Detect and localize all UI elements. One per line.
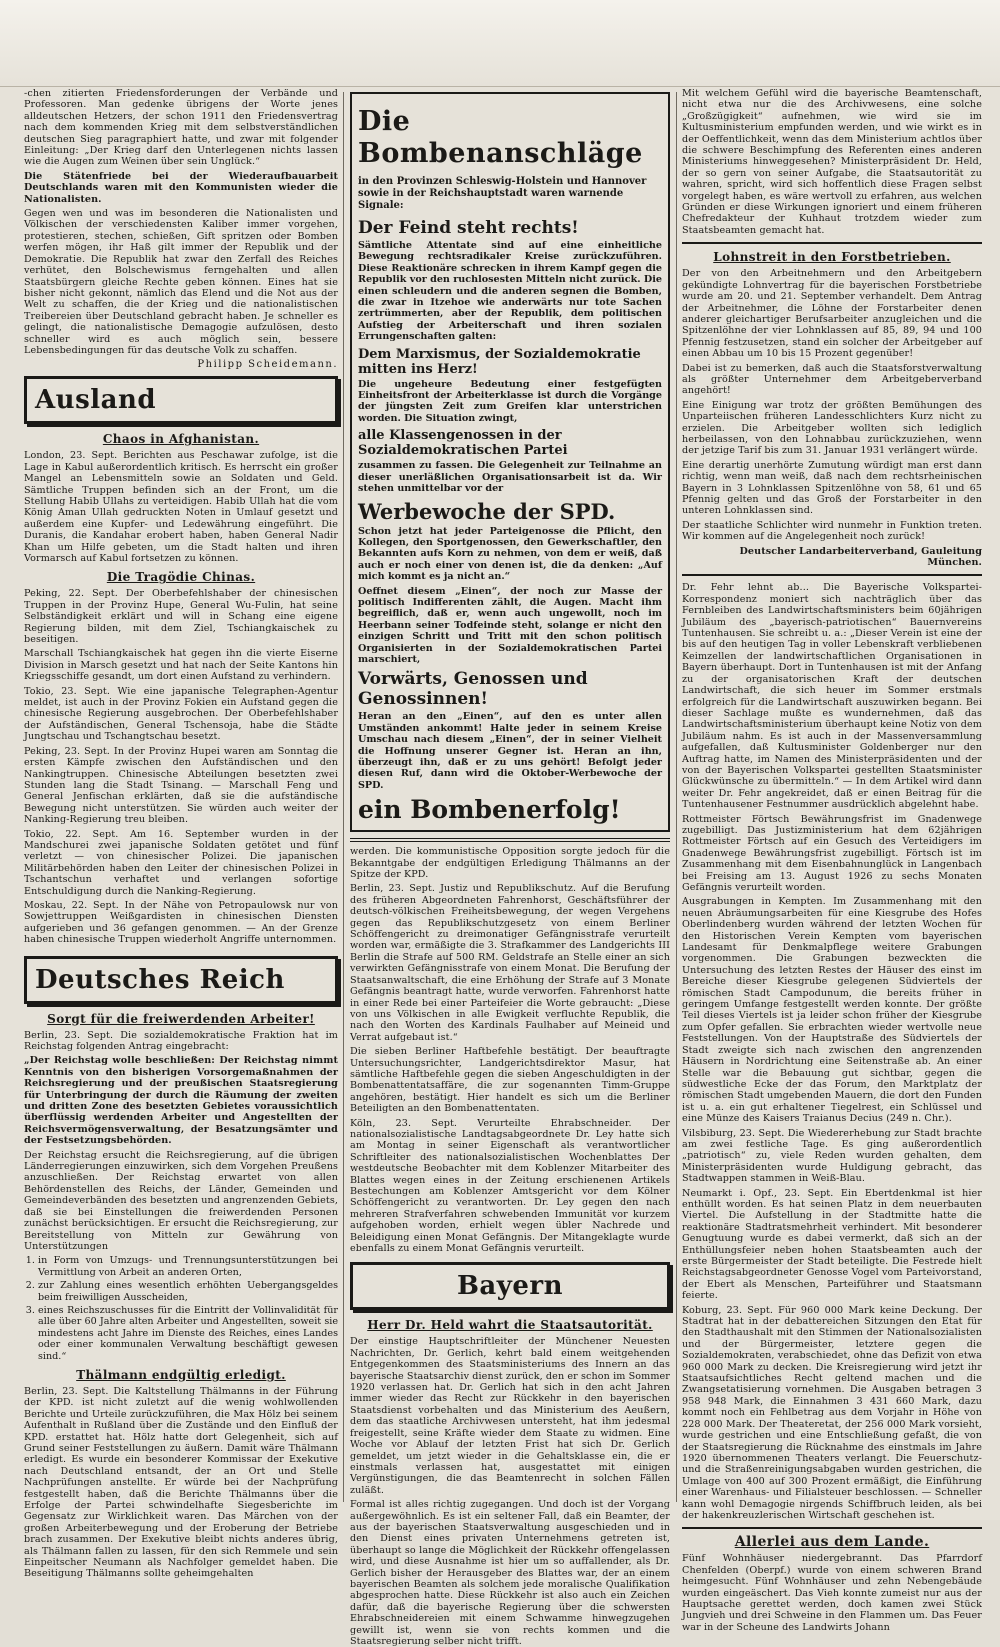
china-paragraph: Tokio, 23. Sept. Wie eine japanische Telegraphen-Agentur meldet, ist auch in der Provinz Fokien ein Aufstand gegen die chinesische Regierung ausgebrochen. Der Oberbefehlshaber der Aufständischen, General Tschensoja, habe die Städte Jungtschau und Tschangtschau besetzt. — [24, 685, 338, 743]
forst-paragraph: Der staatliche Schlichter wird nunmehr in Funktion treten. Wir kommen auf die Angelegenheit noch zurück! — [682, 519, 982, 543]
thaelmann-continuation: werden. Die kommunistische Opposition sorgte jedoch für die Bekanntgabe der endgültigen Erledigung Thälmanns an der Spitze der KPD. — [350, 846, 670, 881]
article-title-thaelmann: Thälmann endgültig erledigt. — [76, 1367, 286, 1382]
arbeiter-paragraph: „Der Reichstag wolle beschließen: Der Reichstag nimmt Kenntnis von den bisherigen Vorsorgemaßnahmen der Reichsregierung und der preußischen Staatsregierung für Unterbringung der durch die Räumung der zweiten und dritten Zone des besetzten Gebietes voraussichtlich überflüssig werdenden Arbeiter und Angestellten der Reichsvermögensverwaltung, der Besatzungsämter und der Festsetzungsbehörden. — [24, 1055, 338, 1147]
forst-signature: Deutscher Landarbeiterverband, Gauleitung München. — [739, 545, 982, 569]
arbeiter-paragraph: Der Reichstag ersucht die Reichsregierung, auf die übrigen Länderregierungen einzuwirken, sich dem Vorgehen Preußens anzuschließen. Der Reichstag erwartet von allen Behördenstellen des Reichs, der Länder, Gemeinden und Gemeindeverbänden des besetzten und angrenzenden Gebiets, daß sie bei Einstellungen die freiwerdenden Personen zunächst berücksichtigen. Er ersucht die Reichsregierung, zur Bereitstellung von Mitteln zur Gewährung von Unterstützungen — [24, 1149, 338, 1252]
column-left — [24, 88, 338, 1580]
forst-paragraph: Der von den Arbeitnehmern und den Arbeitgebern gekündigte Lohnvertrag für die bayerischen Forstbetriebe wurde am 20. und 21. September verhandelt. Dem Antrag der Arbeitnehmer, die Löhne der Forstarbeiter denen anderer gleichartiger Berufsarbeiter anzugleichen und die Spitzenlöhne der vier Lohnklassen auf 85, 89, 94 und 100 Pfennig festzusetzen, stand ein solcher der Arbeitgeber auf einen Abbau um 10 bis 15 Prozent gegenüber! — [682, 268, 982, 360]
article-koeln: Köln, 23. Sept. Verurteilte Ehrabschneider. Der nationalsozialistische Landtagsabgeordnete Dr. Ley hatte sich am Montag in seiner Eigenschaft als verantwortlicher Schriftleiter des nationalsozialistischen Wochenblattes Der westdeutsche Beobachter mit dem Koblenzer Mitarbeiter des Blattes wegen eines in der Zeitung erschienenen Artikels Bestechungen am Koblenzer Amtsgericht vor dem Kölner Schöffengericht zu verantworten. Dr. Ley gegen den nach mehreren Strafverfahren schwebenden Immunität vor kurzem aufgehoben worden, erhielt wegen übler Nachrede und Beleidigung einen Monat Gefängnis. Der Mitangeklagte wurde ebenfalls zu einem Monat Gefängnis verurteilt. — [350, 1117, 670, 1255]
article-title-allerlei: Allerlei aus dem Lande. — [734, 1534, 930, 1551]
article-title-arbeiter: Sorgt für die freiwerdenden Arbeiter! — [47, 1011, 315, 1026]
china-paragraph: Marschall Tschiangkaischek hat gegen ihn die vierte Eiserne Division in Marsch gesetzt und hat nach der Seite Kantons hin Kriegsschiffe gesandt, um dort einen Aufstand zu verhindern. — [24, 648, 338, 683]
divider — [350, 838, 670, 842]
divider — [682, 242, 982, 244]
forst-paragraph: Eine derartig unerhörte Zumutung würdigt man erst dann richtig, wenn man weiß, daß nach dem rechtsrheinischen Bayern in 3 Lohnklassen Spitzenlöhne von 58, 61 und 65 Pfennig gelten und das Groß der Forstarbeiter in den unteren Lohnklassen sind. — [682, 459, 982, 517]
appeal-paragraph: Heran an den „Einen“, auf den es unter allen Umständen ankommt! Halte jeder in seinem Kreise Umschau nach diesem „Einen“, der in seiner Vielheit die Hoffnung unserer Gegner ist. Heran an ihn, überzeugt ihn, daß er zu uns gehört! Befolgt jeder diesen Ruf, dann wird die Oktober-Werbewoche der SPD. — [358, 711, 662, 791]
arbeiter-paragraph: Berlin, 23. Sept. Die sozialdemokratische Fraktion hat im Reichstag folgenden Antrag eingebracht: — [24, 1029, 338, 1052]
china-paragraph: Peking, 22. Sept. Der Oberbefehlshaber der chinesischen Truppen in der Provinz Hupe, General Wu-Fulin, hat seine Selbständigkeit erklärt und will in Schang eine eigene Regierung bilden, mit dem Ziel, Tschiangkaischek zu beseitigen. — [24, 588, 338, 646]
article-title-afghanistan: Chaos in Afghanistan. — [102, 432, 260, 447]
appeal-paragraph: Sämtliche Attentate sind auf eine einheitliche Bewegung rechtsradikaler Kreise zurückzuführen. Diese Reaktionäre schrecken in ihrem Kampf gegen die Republik vor den ruchlosesten Mitteln nicht zurück. Die einen schleudern und die anderen segnen die Bomben, die zwar in Itzehoe wie anderwärts nur tote Sachen zertrümmerten, aber der Republik, dem politischen Aufstieg der Arbeiterschaft und ihren sozialen Errungenschaften galten: — [358, 240, 662, 343]
article-fehr: Dr. Fehr lehnt ab... Die Bayerische Volkspartei-Korrespondenz moniert sich nachträglich über das Fernbleiben des Landwirtschaftsministers beim 60jährigen Jubiläum des „bayerisch-patriotischen“ Bauernvereins Tuntenhausen. Sie schreibt u. a.: „Dieser Verein ist eine der bis auf den heutigen Tag in voller Lebenskraft verbliebenen Keimzellen der landwirtschaftlichen Organisationen in Bayern überhaupt. Dort in Tuntenhausen ist mit der Anfang zu der organisatorischen Kraft der deutschen Landwirtschaft, die sich heuer im Sommer erstmals erfolgreich für die Landwirtschaft auszuwirken begann. Bei dieser Sachlage mußte es wundernehmen, daß das Landwirtschaftsministerium überhaupt keine Notiz von dem Jubiläum nahm. Es ist auch in der Massenversammlung aufgefallen, daß Kultusminister Goldenberger nur den Auftrag hatte, im Namen des Ministerpräsidenten und der von der Bayerischen Volkspartei gestellten Staatsminister Glückwünsche zu übermitteln.“ — In dem Artikel wird dann weiter Dr. Fehr angekreidet, daß er einen Beitrag für die Tuntenhausener Festnummer ausdrücklich abgelehnt habe. — [682, 582, 982, 811]
divider — [682, 1527, 982, 1529]
article-thaelmann-text: Berlin, 23. Sept. Die Kaltstellung Thälmanns in der Führung der KPD. ist nicht zuletzt auf die wenig wohlwollenden Berichte und Urteile zurückzuführen, die Max Hölz bei seinem Aufenthalt in Rußland über die Zustände und den Einfluß der KPD. erstattet hat. Hölz hatte dort Gelegenheit, sich auf Grund seiner Feststellungen zu äußern. Damit wäre Thälmann erledigt. Es wurde ein besonderer Kommissar der Exekutive nach Deutschland entsandt, der an Ort und Stelle Nachprüfungen anstellte. Er würde bei der Nachprüfung festgestellt haben, daß die Berichte Thälmanns über die Erfolge der Partei schwindelhafte Siegesberichte im Gegensatz zur Wirklichkeit waren. Das Märchen von der großen Arbeiterbewegung und der Eroberung der Betriebe brach zusammen. Der Exekutive bleibt nichts anderes übrig, als Thälmann fallen zu lassen, für den sich Remmele und sein Einpeitscher Neumann als Nachfolger gemeldet haben. Die Beseitigung Thälmanns sollte geheimgehalten — [24, 1385, 338, 1580]
appeal-title: Die Bombenanschläge — [358, 106, 643, 169]
held-paragraph: Formal ist alles richtig zugegangen. Und doch ist der Vorgang außergewöhnlich. Es ist ein seltener Fall, daß ein Beamter, der aus der bayerischen Staatsverwaltung ausgeschieden und in den Dienst eines privaten Unternehmens getreten ist, überhaupt so lange die Möglichkeit der Rückkehr offengelassen wird, und diese Ausnahme ist hier um so auffallender, als Dr. Gerlich bisher der Herausgeber des Blattes war, der an einem bayerischen Beamten als solchem jede moralische Qualifikation abgesprochen hatte. Diese Rückkehr ist also auch ein Zeichen dafür, daß die bayerische Regierung über die schwersten Ehrabschneidereien mit einem Schwamme hinwegzugehen gewillt ist, wenn sie von rechts kommen und die Staatsregierung selber nicht trifft. — [350, 1499, 670, 1647]
forst-paragraph: Eine Einigung war trotz der größten Bemühungen des Unparteiischen früheren Landesschlichters Kurz nicht zu erzielen. Die Arbeitgeber wollten sich lediglich herbeilassen, von den Lohnabbau zurückzuziehen, wenn der jetzige Tarif bis zum 31. Januar 1931 verlängert würde. — [682, 399, 982, 457]
appeal-heading-feind: Der Feind steht rechts! — [358, 218, 579, 238]
arbeiter-demands-list — [24, 1255, 338, 1362]
article-afghanistan-text: London, 23. Sept. Berichten aus Peschawar zufolge, ist die Lage in Kabul außerordentlich kritisch. Es herrscht ein großer Mangel an Lebensmitteln sowie an Soldaten und Geld. Sämtliche Truppen befinden sich an der Front, um die Stellung Habib Ullahs zu verteidigen. Habib Ullah hat die vom König Aman Ullah gedruckten Noten in Umlauf gesetzt und außerdem eine Kupfer- und Ledewährung eingeführt. Die Duranis, die Kandahar erobert haben, haben General Nadir Khan um Hilfe gebeten, um die Stadt halten und ihren Vormarsch auf Kabul fortsetzen zu können. — [24, 450, 338, 564]
article-title-held: Herr Dr. Held wahrt die Staatsautorität. — [367, 1318, 653, 1333]
held-paragraph: Der einstige Hauptschriftleiter der Münchener Neuesten Nachrichten, Dr. Gerlich, kehrt bald einem weitgehenden Entgegenkommen des Staatsministeriums des Innern an das bayerische Staatsarchiv dienst zurück, den er schon im Sommer 1920 verlassen hat. Dr. Gerlich hat sich in den acht Jahren immer wieder das Recht zur Rückkehr in den bayerischen Staatsdienst vorbehalten und das Ministerium des Aeußern, dem das staatliche Archivwesen untersteht, hat ihm jedesmal freigestellt, seine Kräfte wieder dem Staate zu widmen. Eine Woche vor Ablauf der letzten Frist hat sich Dr. Gerlich gemeldet, um jetzt wieder in die Gehaltsklasse ein, die er einstmals verlassen hat, ausgestattet mit einigen Vergünstigungen, die das Beamtenrecht in solchen Fällen zuläßt. — [350, 1336, 670, 1496]
appeal-heading-marxismus: Dem Marxismus, der Sozialdemokratie mitten ins Herz! — [358, 346, 641, 377]
article-justiz: Berlin, 23. Sept. Justiz und Republikschutz. Auf die Berufung des früheren Abgeordneten Fahrenhorst, Geschäftsführer der deutsch-völkischen Freiheitsbewegung, der wegen Vergehens gegen das Republikschutzgesetz von einem Berliner Schöffengericht zu dreimonatiger Gefängnisstrafe verurteilt worden war, ermäßigte die 3. Strafkammer des Landgerichts III Berlin die Strafe auf 500 RM. Geldstrafe an Stelle einer an sich verwirkten Gefängnisstrafe von einem Monat. Die Berufung der Staatsanwaltschaft, die eine Erhöhung der Strafe auf 3 Monate Gefängnis beantragt hatte, wurde verworfen. Fahrenhorst hatte in einer Rede bei einer Parteifeier die Worte gebraucht: „Diese von uns Völkischen in alle Ewigkeit verfluchte Republik, die nach den Worten des Kardinals Faulhaber auf Meineid und Verrat aufgebaut ist.“ — [350, 883, 670, 1043]
appeal-heading-vorwaerts: Vorwärts, Genossen und Genossinnen! — [358, 669, 588, 710]
article-haftbefehle: Die sieben Berliner Haftbefehle bestätigt. Der beauftragte Untersuchungsrichter, Landgerichtsdirektor Masur, hat sämtliche Haftbefehle gegen die sieben Angeschuldigten in der Bombenattentatsaffäre, die zur sogenannten Timm-Gruppe angehören, bestätigt. Hier handelt es sich um die Berliner Beteiligten an den Bombenattentaten. — [350, 1046, 670, 1115]
china-paragraph: Moskau, 22. Sept. In der Nähe von Petropaulowsk nur von Sowjettruppen Weißgardisten in chinesischen Diensten aufgerieben und 36 gefangen genommen. — An der Grenze haben chinesische Truppen wiederholt Angriffe unternommen. — [24, 899, 338, 946]
column-center — [350, 88, 670, 1647]
appeal-paragraph: Oeffnet diesem „Einen“, der noch zur Masse der politisch Indifferenten zählt, die Augen. Macht ihm begreiflich, daß er, wenn auch ungewollt, noch im Heerbann seiner Todfeinde steht, solange er nicht den einzigen Schritt und Tritt mit den schon politisch Organisierten in der Sozialdemokratischen Partei marschiert, — [358, 585, 662, 665]
list-item: 2. zur Zahlung eines wesentlich erhöhten Uebergangsgeldes beim freiwilligen Ausscheiden, — [38, 1280, 338, 1303]
article-neumarkt: Neumarkt i. Opf., 23. Sept. Ein Ebertdenkmal ist hier enthüllt worden. Es hat seinen Platz in dem neuerbauten Viertel. Die Aufstellung in der Stadtmitte hatte die reaktionäre Stadtratsmehrheit verhindert. Mit besonderer Genugtuung wurde es dabei vermerkt, daß sich an der Enthüllungsfeier neben hohen Staatsbeamten auch der erste Bürgermeister der Stadt beteiligte. Die Festrede hielt Reichstagsabgeordneter Genosse Vogel vom Parteivorstand, der Ebert als Menschen, Parteiführer und Staatsmann feierte. — [682, 1187, 982, 1302]
appeal-paragraph: Die ungeheure Bedeutung einer festgefügten Einheitsfront der Arbeiterklasse ist durch die Vorgänge der jüngsten Zeit zum Greifen klar unterstrichen worden. Die Situation zwingt, — [358, 378, 662, 424]
intro-paragraph-2: Die Stätenfriede bei der Wiederaufbauarbeit Deutschlands waren mit den Kommunisten wieder die Nationalisten. — [24, 170, 338, 205]
section-banner-bayern: Bayern — [350, 1262, 670, 1310]
appeal-subtitle: in den Provinzen Schleswig-Holstein und Hannover sowie in der Reichshauptstadt waren warnende Signale: — [358, 176, 647, 211]
divider — [682, 574, 982, 576]
list-item: 1. in Form von Umzugs- und Trennungsunterstützungen bei Vermittlung von Arbeit an anderen Orten, — [38, 1255, 338, 1278]
page-top-margin — [0, 0, 1000, 87]
article-title-forst: Lohnstreit in den Forstbetrieben. — [713, 250, 951, 265]
article-allerlei: Fünf Wohnhäuser niedergebrannt. Das Pfarrdorf Chenfelden (Oberpf.) wurde von einem schweren Brand heimgesucht. Fünf Wohnhäuser und zehn Nebengebäude wurden eingeäschert. Das Vieh konnte zumeist nur aus der Hauptsache gerettet werden, doch kamen zwei Stück Jungvieh und drei Schweine in den Flammen um. Das Feuer war in der Scheune des Landwirts Johann — [682, 1553, 982, 1633]
column-rule-2 — [676, 92, 677, 1502]
forst-paragraph: Dabei ist zu bemerken, daß auch die Staatsforstverwaltung als größter Unternehmer dem Arbeitgeberverband angehört! — [682, 362, 982, 397]
article-vilsbiburg: Vilsbiburg, 23. Sept. Die Wiedererhebung zur Stadt brachte am zwei festliche Tage. Es ging außerordentlich „patriotisch“ zu, viele Reden wurden gehalten, dem Ministerpräsidenten wurde Huldigung gebracht, das Stadtwappen stammen in Weiß-Blau. — [682, 1127, 982, 1185]
appeal-paragraph: Schon jetzt hat jeder Parteigenosse die Pflicht, den Kollegen, den Sportgenossen, den Gewerkschaftler, den Bekannten aufs Korn zu nehmen, von dem er weiß, daß auch er noch einer von denen ist, die da denken: „Auf mich kommt es ja nicht an.“ — [358, 525, 662, 583]
section-banner-ausland: Ausland — [24, 376, 338, 424]
intro-paragraph-3: Gegen wen und was im besonderen die Nationalisten und Völkischen der verschiedensten Kaliber immer vorgehen, protestieren, stechen, schießen, Gift spritzen oder Bomben werfen mögen, ihr Haß gilt immer der Republik und der Demokratie. Die Republik hat zwar den Zerfall des Reiches verhütet, den Bolschewismus ferngehalten und allen Staatsbürgern gleiche Rechte geben können. Eines hat sie bisher nicht gekonnt, nämlich das Elend und die Not aus der Welt zu schaffen, die der Krieg und die nationalistischen Treibereien über Deutschland gebracht haben. Je schneller es gelingt, die nationalistische Demagogie aufzulösen, desto schneller wird es auch möglich sein, bessere Lebensbedingungen für das deutsche Volk zu schaffen. — [24, 208, 338, 356]
spd-appeal-box — [350, 92, 670, 832]
article-kempten: Ausgrabungen in Kempten. Im Zusammenhang mit den neuen Abräumungsarbeiten für eine Kiesgrube des Hofes Oberlindenberg wurden während der letzten Wochen für den Historischen Verein Kempten vom bayerischen Landesamt für Denkmalpflege weitere Grabungen vorgenommen. Die Grabungen bezweckten die Untersuchung des letzten Restes der Häuser des einst im Bereiche dieser Kiesgrube gelegenen Südviertels der römischen Stadt Campodunum, die bereits früher in geringem Umfange festgestellt werden konnte. Der größte Teil dieses Viertels ist ja leider schon früher der Kiesgrube zum Opfer gefallen. Sie erbrachten wieder wertvolle neue Feststellungen. Von der Hauptstraße des Südviertels der Stadt zweigte sich nach zwischen den angrenzenden Häusern in Nordrichtung eine Seitenstraße ab. An einer Stelle war die Bebauung gut sichtbar, gegen die südwestliche Ecke der das Forum, den Marktplatz der römischen Stadt umgebenden Mauern, die dort den Funden ist u. a. ein gut erhaltener Tiegelrest, ein Schlüssel und eine Münze des Kaisers Traianus Decius (249 n. Chr.). — [682, 896, 982, 1125]
china-paragraph: Peking, 23. Sept. In der Provinz Hupei waren am Sonntag die ersten Kämpfe zwischen den Aufständischen und den Nankingtruppen. Chinesische Abteilungen besetzten zwei Stunden lang die Stadt Tsinang. — Marschall Feng und General Jenfischan erklärten, daß sie die aufständische Bewegung nicht unterstützen. Sie würden auch weiter der Nanking-Regierung treu bleiben. — [24, 745, 338, 826]
china-paragraph: Tokio, 22. Sept. Am 16. September wurden in der Mandschurei zwei japanische Soldaten getötet und fünf verletzt — von chinesischer Polizei. Die japanischen Militärbehörden haben den Leiter der chinesischen Polizei in Tschantschun verhaftet und verlangen sofortige Entschuldigung durch die Nanking-Regierung. — [24, 828, 338, 897]
article-koburg: Koburg, 23. Sept. Für 960 000 Mark keine Deckung. Der Stadtrat hat in der debattereichen Sitzungen den Etat für den Stadthaushalt mit den Stimmen der Nationalsozialisten und der Bürgermeister, letztere gegen die Sozialdemokraten, verabschiedet, ohne das Defizit von etwa 960 000 Mark zu decken. Die Kreisregierung wird jetzt ihr Staatsaufsichtliches Recht geltend machen und die Zwangsetatisierung vornehmen. Die Ausgaben betragen 3 958 948 Mark, die Einnahmen 3 431 660 Mark, dazu kommt noch ein Fehlbetrag aus dem Vorjahr in Höhe von 228 000 Mark. Der Theateretat, der 256 000 Mark vorsieht, wurde gestrichen und eine Entschließung gefaßt, die von der Staatsregierung die Rücknahme des einstmals im Jahre 1920 übernommenen Theaters verlangt. Die Feuerschutz- und die Straßenreinigungsabgaben wurden gestrichen, die Umlage von 400 auf 300 Prozent ermäßigt, die Einführung einer Warenhaus- und Filialsteuer beschlossen. — Schneller kann wohl Demagogie nirgends Schiffbruch leiden, als bei der hakenkreuzlerischen Wirtschaft geschehen ist. — [682, 1304, 982, 1521]
appeal-heading-bombenerfolg: ein Bombenerfolg! — [358, 795, 621, 825]
article-rottmeister: Rottmeister Förtsch Bewährungsfrist im Gnadenwege zugebilligt. Das Justizministerium hat dem 62jährigen Rottmeister Förtsch auf ein Gesuch des Verteidigers im Gnadenwege Bewährungsfrist zugebilligt. Förtsch ist im Zusammenhang mit dem Eisenbahnunglück in Langenbach bei Freising am 13. August 1926 zu sechs Monaten Gefängnis verurteilt worden. — [682, 813, 982, 893]
appeal-heading-klassengenossen: alle Klassengenossen in der Sozialdemokratischen Partei — [358, 428, 568, 459]
column-right — [682, 88, 983, 1633]
section-banner-deutsches-reich: Deutsches Reich — [24, 956, 338, 1004]
article-title-china: Die Tragödie Chinas. — [106, 570, 256, 585]
held-continuation: Mit welchem Gefühl wird die bayerische Beamtenschaft, nicht etwa nur die des Archivwesens, eine solche „Großzügigkeit“ aufnehmen, wie wird sie im Kultusministerium empfunden werden, und wie wirkt es in der Oeffentlichkeit, wenn das dem Ministerium achtlos über die schwere Beschimpfung des Referenten eines anderen Ministeriums hinweggesehen? Ministerpräsident Dr. Held, der so gern von seiner Aufgabe, die Staatsautorität zu wahren, spricht, wird sich hoffentlich diese Fragen selbst vorgelegt haben, es wäre wertvoll zu erfahren, aus welchen Gründen er diese Wirkungen ignoriert und einem früheren Chefredakteur der Kuhhaut trotzdem wieder zum Staatsbeamten gemacht hat. — [682, 88, 983, 236]
list-item: 3. eines Reichszuschusses für die Eintritt der Vollinvalidität für alle über 60 Jahre alten Arbeiter und Angestellten, soweit sie mindestens acht Jahre im Dienste des Reiches, eines Landes oder einer kommunalen Verwaltung beschäftigt gewesen sind.“ — [38, 1305, 338, 1362]
appeal-heading-werbewoche: Werbewoche der SPD. — [358, 498, 616, 524]
author-signature: Philipp Scheidemann. — [197, 359, 338, 371]
column-rule-1 — [343, 92, 344, 1502]
appeal-paragraph: zusammen zu fassen. Die Gelegenheit zur Teilnahme an dieser unerläßlichen Organisationsarbeit ist da. Wir stehen unmittelbar vor der — [358, 460, 662, 495]
intro-paragraph-1: -chen zitierten Friedensforderungen der Verbände und Professoren. Man gedenke übrigens der Worte jenes alldeutschen Hetzers, der schon 1911 den Friedensvertrag nach dem kommenden Krieg mit dem selbstverständlichen deutschen Sieg paragraphiert hatte, und zwar mit folgender Einleitung: „Der Krieg darf den Unterlegenen nichts lassen wie die Augen zum Weinen über sein Unglück.“ — [24, 88, 338, 168]
